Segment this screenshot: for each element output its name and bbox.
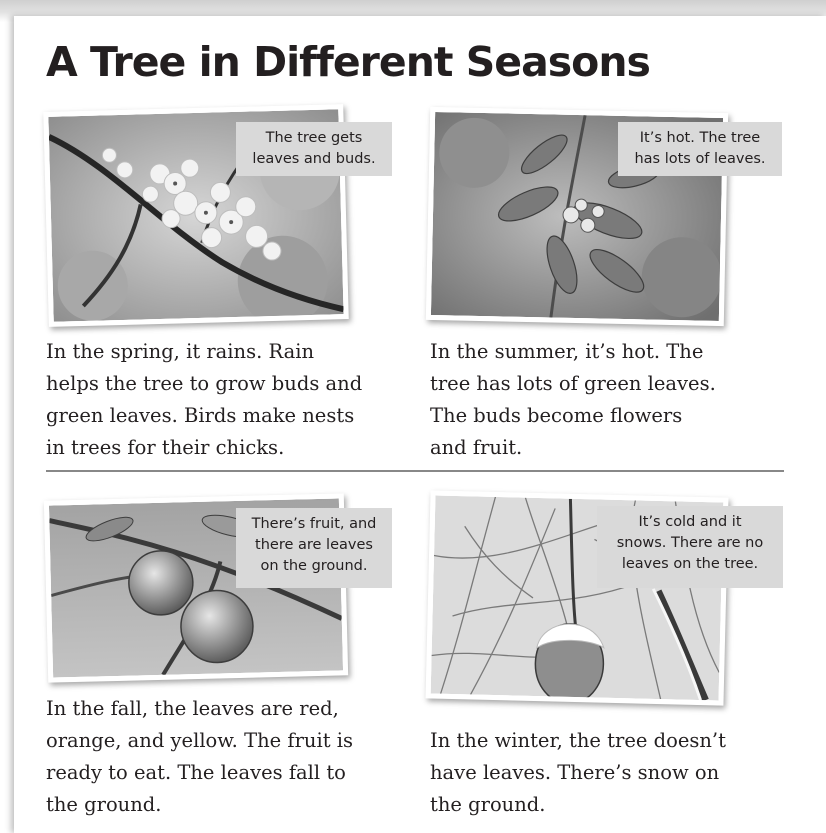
spring-caption: The tree gets leaves and buds.: [236, 122, 392, 176]
fall-caption: There’s fruit, and there are leaves on the ground.: [236, 508, 392, 588]
spring-paragraph: In the spring, it rains. Rain helps the tree to grow buds and green leaves. Birds make nests in trees for their chicks.: [46, 340, 363, 459]
winter-paragraph: In the winter, the tree doesn’t have leaves. There’s snow on the ground.: [430, 729, 726, 816]
summer-paragraph: In the summer, it’s hot. The tree has lots of green leaves. The buds become flowers and fruit.: [430, 340, 716, 459]
winter-caption: It’s cold and it snows. There are no leaves on the tree.: [597, 506, 783, 588]
summer-caption: It’s hot. The tree has lots of leaves.: [618, 122, 782, 176]
section-divider: [46, 470, 784, 472]
fall-paragraph: In the fall, the leaves are red, orange, and yellow. The fruit is ready to eat. The leaves fall to the ground.: [46, 697, 353, 816]
page-title: A Tree in Different Seasons: [46, 38, 650, 86]
